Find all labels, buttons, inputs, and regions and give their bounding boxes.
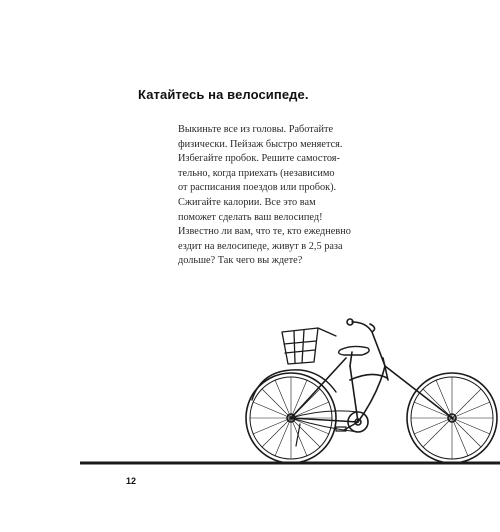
body-line: Избегайте пробок. Решите самостоя- bbox=[178, 153, 340, 165]
handlebar bbox=[352, 322, 385, 366]
body-line: от расписания поездов или пробок). bbox=[178, 182, 337, 194]
body-line: тельно, когда приехать (независимо bbox=[178, 167, 335, 179]
body-line: Сжигайте калории. Все это вам bbox=[178, 196, 316, 208]
body-line: ездит на велосипеде, живут в 2,5 раза bbox=[178, 240, 343, 252]
bicycle-illustration bbox=[0, 300, 500, 470]
basket-icon bbox=[282, 328, 336, 364]
saddle bbox=[339, 346, 369, 355]
page-number: 12 bbox=[126, 476, 137, 486]
body-line: Известно ли вам, что те, кто ежедневно bbox=[178, 226, 351, 238]
body-paragraph bbox=[178, 123, 368, 269]
body-line: поможет сделать ваш велосипед! bbox=[178, 211, 323, 223]
section-heading: Катайтесь на велосипеде. bbox=[138, 87, 309, 102]
body-line: дольше? Так чего вы ждете? bbox=[178, 255, 303, 267]
body-line: физически. Пейзаж быстро меняется. bbox=[178, 138, 343, 150]
kickstand bbox=[296, 424, 300, 446]
rear-fender bbox=[252, 370, 336, 400]
body-line: Выкиньте все из головы. Работайте bbox=[178, 124, 334, 135]
seat-post bbox=[350, 352, 352, 366]
